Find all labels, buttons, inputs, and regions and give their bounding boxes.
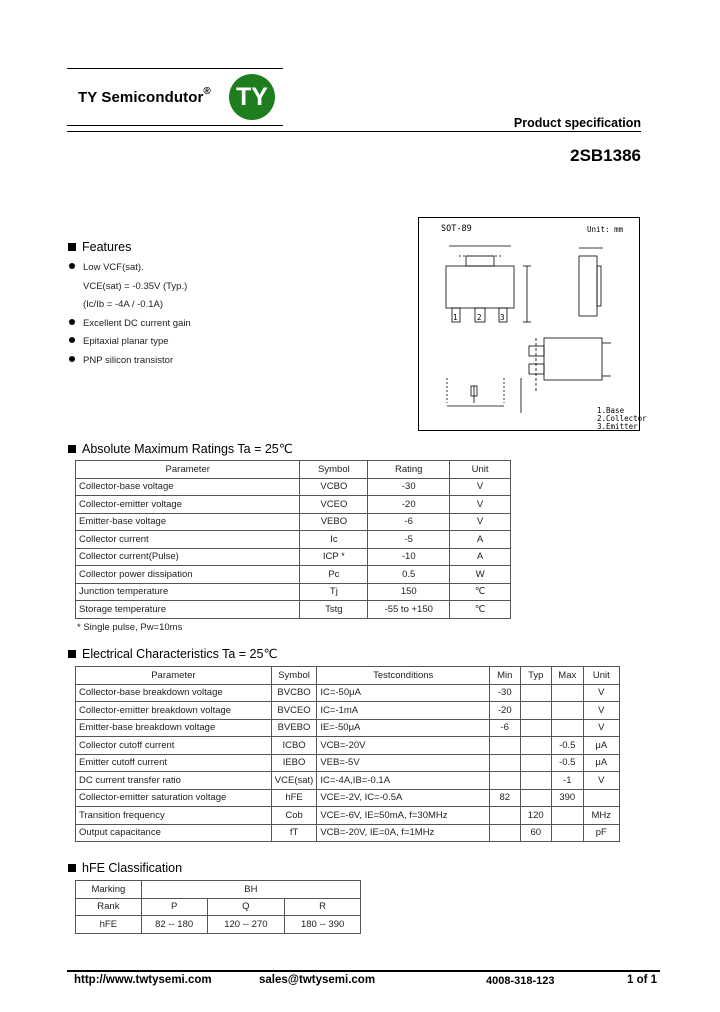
table-cell: BVCBO xyxy=(271,684,317,702)
hfe-range-q: 120 -- 270 xyxy=(207,916,285,934)
feature-text: Low VCF(sat). xyxy=(83,262,144,273)
table-cell: A xyxy=(450,548,511,566)
registered-mark: ® xyxy=(203,86,211,97)
table-cell: VCE(sat) xyxy=(271,772,317,790)
column-header: Symbol xyxy=(300,461,368,479)
square-bullet-icon xyxy=(68,445,76,453)
feature-item xyxy=(69,336,169,347)
footer-page: 1 of 1 xyxy=(627,974,658,986)
table-row xyxy=(76,601,511,619)
table-cell: -0.5 xyxy=(551,754,583,772)
table-cell: ℃ xyxy=(450,583,511,601)
column-header: Parameter xyxy=(76,461,300,479)
hfe-range-p: 82 -- 180 xyxy=(141,916,207,934)
table-header-row xyxy=(76,667,620,685)
bullet-dot-icon xyxy=(69,263,75,269)
table-cell: -1 xyxy=(551,772,583,790)
table-cell: VCB=-20V xyxy=(317,737,490,755)
square-bullet-icon xyxy=(68,650,76,658)
table-cell: Junction temperature xyxy=(76,583,300,601)
table-cell: A xyxy=(450,531,511,549)
table-cell: -5 xyxy=(368,531,450,549)
table-cell xyxy=(520,719,551,737)
ty-logo: TY xyxy=(229,74,275,120)
footer-email[interactable]: sales@twtysemi.com xyxy=(259,974,376,986)
table-cell: IE=-50μA xyxy=(317,719,490,737)
table-cell xyxy=(520,772,551,790)
table-header-row xyxy=(76,461,511,479)
square-bullet-icon xyxy=(68,864,76,872)
footer-phone: 4008-318-123 xyxy=(486,975,555,987)
table-cell: 60 xyxy=(520,824,551,842)
table-row xyxy=(76,719,620,737)
table-cell: -30 xyxy=(368,478,450,496)
pin-label-1: 1 xyxy=(453,313,458,322)
table-cell: BVEBO xyxy=(271,719,317,737)
hfe-rank-row xyxy=(76,898,361,916)
table-cell xyxy=(520,702,551,720)
pin-label-3: 3 xyxy=(500,313,505,322)
table-cell: μA xyxy=(583,737,619,755)
feature-item xyxy=(83,281,187,292)
table-cell: VCE=-2V, IC=-0.5A xyxy=(317,789,490,807)
table-cell xyxy=(551,824,583,842)
hfe-classification-table xyxy=(75,880,361,934)
table-cell xyxy=(490,754,521,772)
table-cell: BVCEO xyxy=(271,702,317,720)
table-cell: -6 xyxy=(368,513,450,531)
table-cell: V xyxy=(583,702,619,720)
table-row xyxy=(76,566,511,584)
header-full-rule xyxy=(67,131,641,132)
pin-legend-emitter: 3.Emitter xyxy=(597,422,638,431)
table-cell: Tstg xyxy=(300,601,368,619)
table-cell: 82 xyxy=(490,789,521,807)
rank-r: R xyxy=(285,898,361,916)
elec-char-table xyxy=(75,666,620,842)
table-cell: VCB=-20V, IE=0A, f=1MHz xyxy=(317,824,490,842)
table-cell: Emitter cutoff current xyxy=(76,754,272,772)
table-cell: -0.5 xyxy=(551,737,583,755)
package-name: SOT-89 xyxy=(441,224,472,234)
table-cell: 0.5 xyxy=(368,566,450,584)
table-cell: V xyxy=(450,513,511,531)
table-row xyxy=(76,737,620,755)
table-cell: -30 xyxy=(490,684,521,702)
table-cell xyxy=(551,719,583,737)
column-header: Max xyxy=(551,667,583,685)
pin-label-2: 2 xyxy=(477,313,482,322)
square-bullet-icon xyxy=(68,243,76,251)
table-cell: hFE xyxy=(271,789,317,807)
table-cell xyxy=(520,754,551,772)
table-cell: -10 xyxy=(368,548,450,566)
table-cell: ICP * xyxy=(300,548,368,566)
table-cell: 390 xyxy=(551,789,583,807)
column-header: Typ xyxy=(520,667,551,685)
table-cell: VEBO xyxy=(300,513,368,531)
hfe-heading: hFE Classification xyxy=(68,861,182,875)
table-cell: Collector current(Pulse) xyxy=(76,548,300,566)
table-cell xyxy=(551,702,583,720)
feature-text: Epitaxial planar type xyxy=(83,336,169,347)
table-row xyxy=(76,772,620,790)
marking-value: BH xyxy=(141,881,360,899)
abs-max-note: * Single pulse, Pw=10ms xyxy=(77,622,183,633)
feature-text: VCE(sat) = -0.35V (Typ.) xyxy=(83,281,188,292)
table-cell: Collector-base breakdown voltage xyxy=(76,684,272,702)
table-cell: Emitter-base voltage xyxy=(76,513,300,531)
table-cell: VEB=-5V xyxy=(317,754,490,772)
table-cell: Emitter-base breakdown voltage xyxy=(76,719,272,737)
table-cell xyxy=(490,772,521,790)
table-cell: Collector-emitter breakdown voltage xyxy=(76,702,272,720)
feature-text: Excellent DC current gain xyxy=(83,318,191,329)
column-header: Rating xyxy=(368,461,450,479)
table-cell: ICBO xyxy=(271,737,317,755)
feature-item xyxy=(69,262,144,273)
table-cell: Collector-emitter saturation voltage xyxy=(76,789,272,807)
column-header: Testconditions xyxy=(317,667,490,685)
feature-item xyxy=(69,355,173,366)
table-cell: -20 xyxy=(490,702,521,720)
product-specification-label: Product specification xyxy=(513,116,641,130)
table-row xyxy=(76,754,620,772)
table-cell: Collector current xyxy=(76,531,300,549)
table-row xyxy=(76,684,620,702)
abs-max-heading: Absolute Maximum Ratings Ta = 25℃ xyxy=(68,441,293,456)
table-cell: DC current transfer ratio xyxy=(76,772,272,790)
table-cell: ℃ xyxy=(450,601,511,619)
table-cell: V xyxy=(450,496,511,514)
table-cell: Collector cutoff current xyxy=(76,737,272,755)
table-cell xyxy=(520,789,551,807)
features-heading: Features xyxy=(68,240,131,254)
table-row xyxy=(76,702,620,720)
sot89-outline-svg xyxy=(419,218,639,430)
table-row xyxy=(76,478,511,496)
hfe-marking-row xyxy=(76,881,361,899)
column-header: Unit xyxy=(583,667,619,685)
table-cell: -6 xyxy=(490,719,521,737)
column-header: Min xyxy=(490,667,521,685)
table-cell: Cob xyxy=(271,807,317,825)
table-cell: -55 to +150 xyxy=(368,601,450,619)
table-cell: Transition frequency xyxy=(76,807,272,825)
table-cell: 120 xyxy=(520,807,551,825)
table-cell: W xyxy=(450,566,511,584)
table-cell: V xyxy=(583,772,619,790)
feature-text: PNP silicon transistor xyxy=(83,355,174,366)
brand-name: TY Semicondutor® xyxy=(78,86,211,106)
table-cell: Ic xyxy=(300,531,368,549)
pin-legend-base: 1.Base xyxy=(597,406,625,415)
column-header: Unit xyxy=(450,461,511,479)
header-mid-rule xyxy=(67,125,283,126)
feature-item xyxy=(69,318,191,329)
package-unit: Unit: mm xyxy=(587,225,624,234)
bullet-dot-icon xyxy=(69,356,75,362)
table-cell: IC=-4A,IB=-0.1A xyxy=(317,772,490,790)
footer-website[interactable]: http://www.twtysemi.com xyxy=(74,974,212,986)
table-cell: Collector-emitter voltage xyxy=(76,496,300,514)
table-row xyxy=(76,824,620,842)
feature-item xyxy=(83,299,163,310)
table-cell: -20 xyxy=(368,496,450,514)
table-cell: Pc xyxy=(300,566,368,584)
table-row xyxy=(76,789,620,807)
rank-q: Q xyxy=(207,898,285,916)
table-cell xyxy=(490,807,521,825)
table-row xyxy=(76,513,511,531)
footer-rule xyxy=(67,970,660,972)
table-cell: Collector power dissipation xyxy=(76,566,300,584)
pin-legend-collector: 2.Collector xyxy=(597,414,647,423)
feature-text: (Ic/Ib = -4A / -0.1A) xyxy=(83,299,163,310)
table-cell: Collector-base voltage xyxy=(76,478,300,496)
abs-max-table xyxy=(75,460,511,619)
table-cell xyxy=(583,789,619,807)
table-cell xyxy=(520,737,551,755)
table-cell: Tj xyxy=(300,583,368,601)
header-top-rule xyxy=(67,68,283,69)
table-cell: V xyxy=(583,719,619,737)
table-cell: VCEO xyxy=(300,496,368,514)
table-cell: V xyxy=(583,684,619,702)
table-cell: VCBO xyxy=(300,478,368,496)
hfe-label: hFE xyxy=(76,916,142,934)
table-row xyxy=(76,548,511,566)
table-row xyxy=(76,583,511,601)
table-cell xyxy=(551,684,583,702)
table-cell: Output capacitance xyxy=(76,824,272,842)
table-cell: IEBO xyxy=(271,754,317,772)
column-header: Symbol xyxy=(271,667,317,685)
marking-label: Marking xyxy=(76,881,142,899)
table-cell: fT xyxy=(271,824,317,842)
hfe-range-r: 180 -- 390 xyxy=(285,916,361,934)
table-cell xyxy=(490,824,521,842)
rank-label: Rank xyxy=(76,898,142,916)
elec-heading: Electrical Characteristics Ta = 25℃ xyxy=(68,646,277,661)
part-number: 2SB1386 xyxy=(570,146,641,165)
table-cell: IC=-1mA xyxy=(317,702,490,720)
bullet-dot-icon xyxy=(69,319,75,325)
table-cell xyxy=(520,684,551,702)
table-cell: 150 xyxy=(368,583,450,601)
table-row xyxy=(76,807,620,825)
table-cell: pF xyxy=(583,824,619,842)
column-header: Parameter xyxy=(76,667,272,685)
table-cell xyxy=(551,807,583,825)
table-cell: IC=-50μA xyxy=(317,684,490,702)
rank-p: P xyxy=(141,898,207,916)
table-cell: Storage temperature xyxy=(76,601,300,619)
table-cell: VCE=-6V, IE=50mA, f=30MHz xyxy=(317,807,490,825)
table-row xyxy=(76,531,511,549)
package-drawing xyxy=(418,217,647,431)
table-cell: V xyxy=(450,478,511,496)
table-cell: μA xyxy=(583,754,619,772)
bullet-dot-icon xyxy=(69,337,75,343)
table-row xyxy=(76,496,511,514)
hfe-range-row xyxy=(76,916,361,934)
table-cell: MHz xyxy=(583,807,619,825)
table-cell xyxy=(490,737,521,755)
